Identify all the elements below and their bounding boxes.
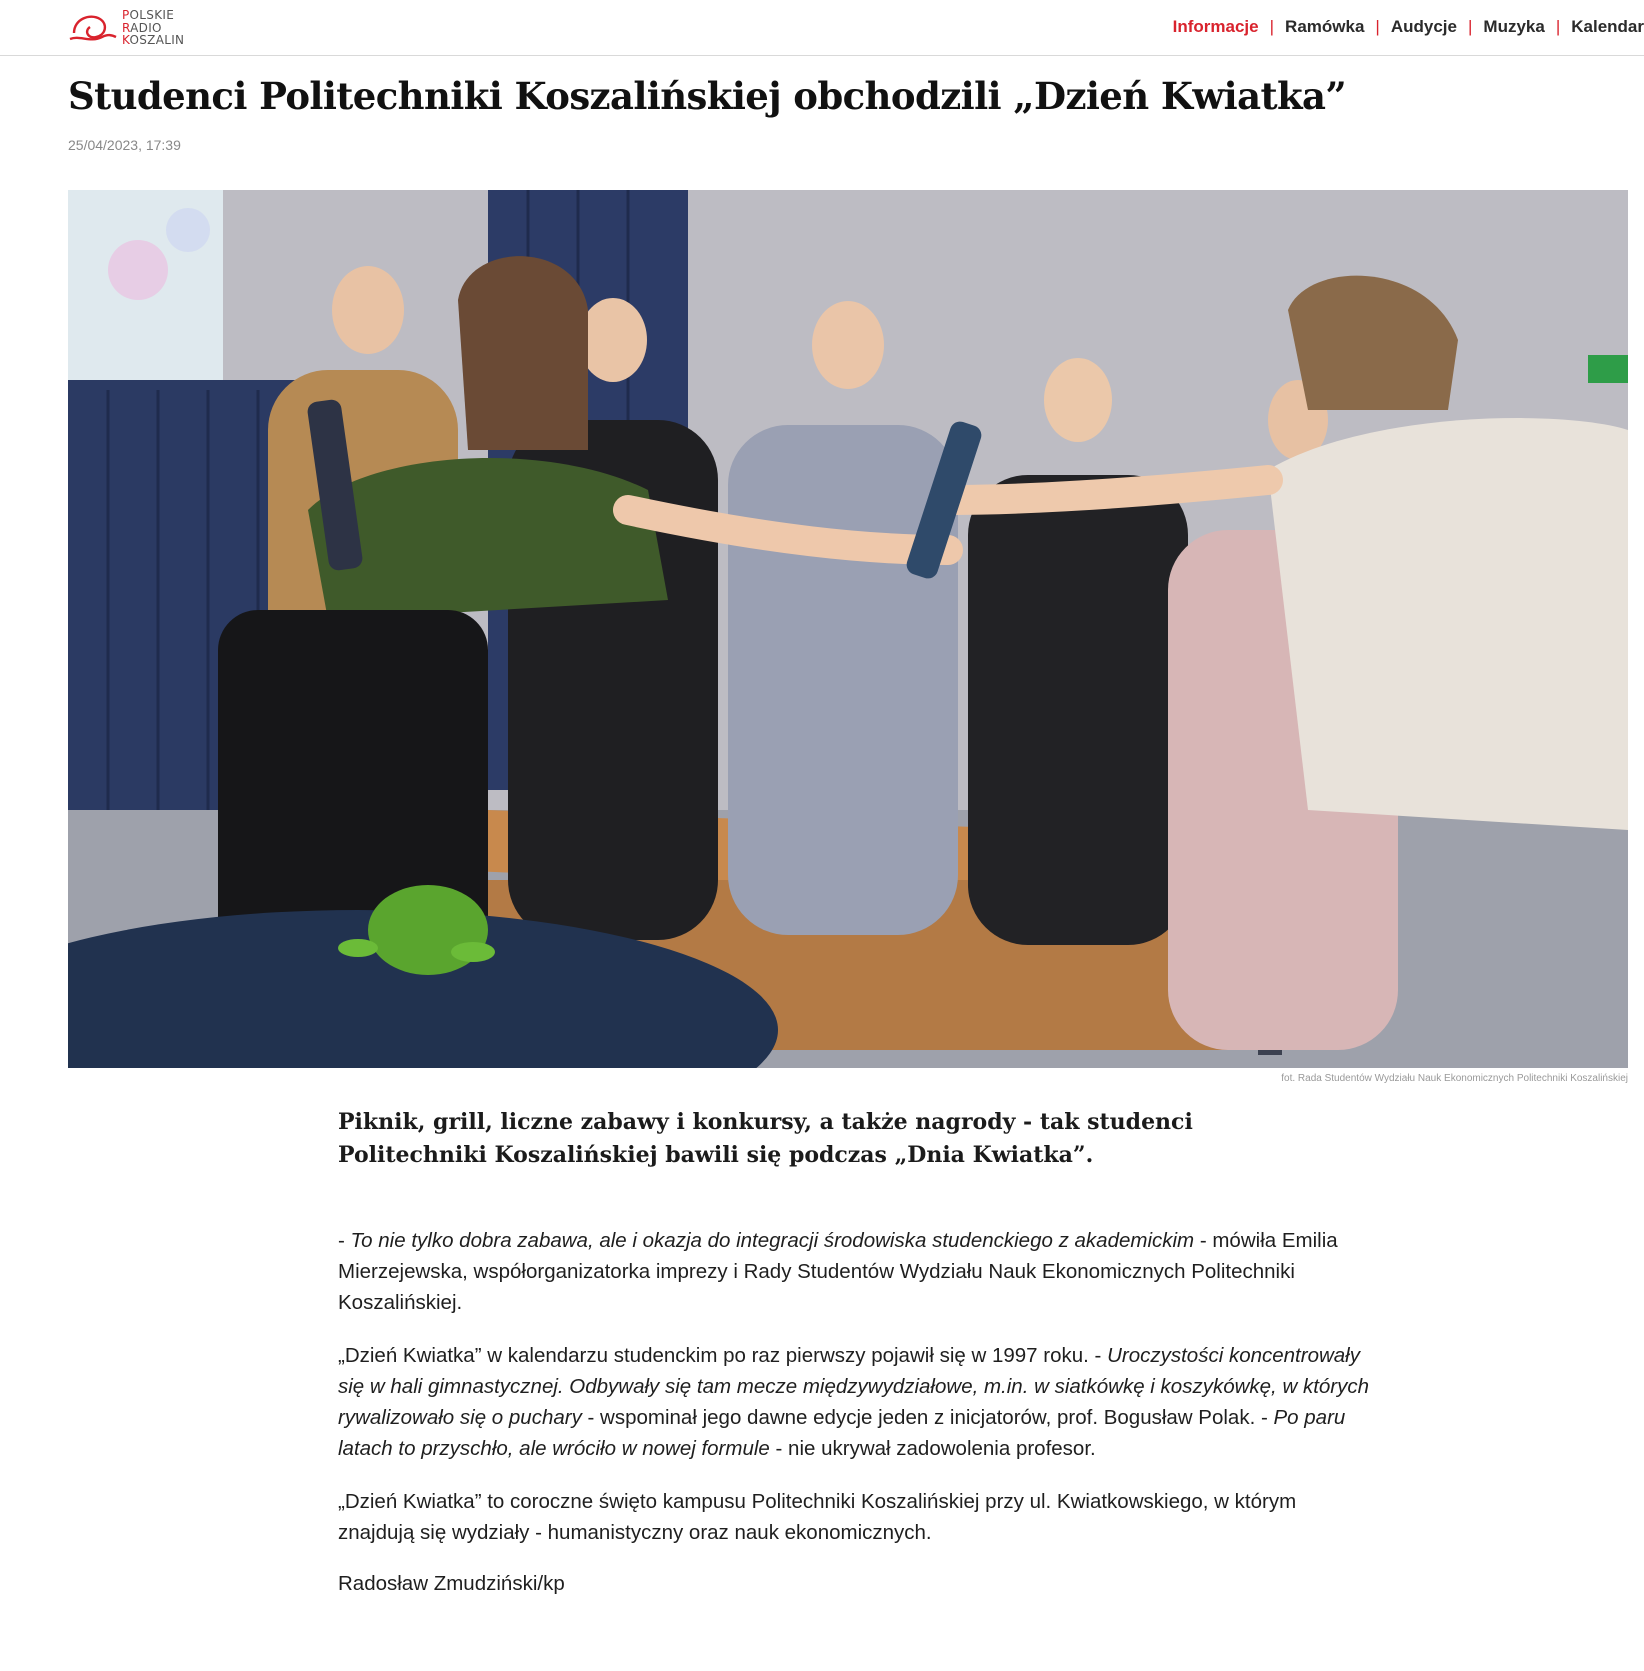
quote: Uroczystości koncentrowały się w hali gimnastycznej. Odbywały się tam mecze międzywydziałowe, m.in. w siatkówkę i koszykówkę, w których rywalizowało się o puchary bbox=[338, 1344, 1370, 1429]
radio-wave-logo-icon bbox=[68, 9, 118, 47]
logo-line-1: OLSKIE bbox=[129, 8, 175, 23]
article-paragraph-1: - To nie tylko dobra zabawa, ale i okazja do integracji środowiska studenckiego z akademickim - mówiła Emilia Mierzejewska, współorganizatorka imprezy i Rady Studentów Wydziału Nauk Ekonomicznych Politechniki Koszalińskiej. bbox=[338, 1229, 1338, 1314]
quote: To nie tylko dobra zabawa, ale i okazja do integracji środowiska studenckiego z akademickim bbox=[350, 1229, 1195, 1252]
logo-line-2: ADIO bbox=[130, 20, 162, 35]
quote: Po paru latach to przyschło, ale wróciło w nowej formule bbox=[338, 1406, 1346, 1460]
site-logo[interactable] bbox=[68, 8, 208, 48]
photo-caption: fot. Rada Studentów Wydziału Nauk Ekonomicznych Politechniki Koszalińskiej bbox=[1281, 1073, 1628, 1084]
students-photo-illustration bbox=[68, 190, 1628, 1068]
article-photo[interactable] bbox=[68, 190, 1628, 1068]
nav-separator: | bbox=[1269, 17, 1275, 36]
logo-wordmark: POLSKIE RADIO KOSZALIN bbox=[122, 8, 185, 48]
article-title: Studenci Politechniki Koszalińskiej obchodzili „Dzień Kwiatka” bbox=[68, 74, 1347, 118]
article-body bbox=[338, 1225, 1378, 1621]
logo-line-3: OSZALIN bbox=[129, 33, 185, 48]
main-nav bbox=[1173, 17, 1644, 37]
nav-item-audycje[interactable]: Audycje bbox=[1390, 17, 1457, 36]
nav-item-informacje[interactable]: Informacje bbox=[1172, 17, 1259, 36]
nav-item-muzyka[interactable]: Muzyka bbox=[1483, 17, 1545, 36]
article-paragraph-3: „Dzień Kwiatka” to coroczne święto kampusu Politechniki Koszalińskiej przy ul. Kwiatkowskiego, w którym znajdują się wydziały - humanistyczny oraz nauk ekonomicznych. bbox=[338, 1490, 1297, 1544]
site-header bbox=[0, 0, 1644, 56]
nav-separator: | bbox=[1555, 17, 1561, 36]
nav-separator: | bbox=[1467, 17, 1473, 36]
nav-item-kalendarz[interactable]: Kalendar bbox=[1571, 17, 1644, 36]
nav-separator: | bbox=[1375, 17, 1380, 36]
nav-item-ramowka[interactable]: Ramówka bbox=[1285, 17, 1365, 36]
article-author: Radosław Zmudziński/kp bbox=[338, 1572, 565, 1595]
article-date: 25/04/2023, 17:39 bbox=[68, 137, 181, 153]
article-lead: Piknik, grill, liczne zabawy i konkursy, a także nagrody - tak studenci Politechniki Koszalińskiej bawili się podczas „Dnia Kwiatka”. bbox=[338, 1109, 1193, 1168]
article-paragraph-2: „Dzień Kwiatka” w kalendarzu studenckim po raz pierwszy pojawił się w 1997 roku. - Uroczystości koncentrowały się w hali gimnastycznej. Odbywały się tam mecze międzywydziałowe, m.in. w siatkówkę i koszykówkę, w których rywalizowało się o puchary - wspominał jego dawne edycje jeden z inicjatorów, prof. Bogusław Polak. - Po paru latach to przyschło, ale wróciło w nowej formule - nie ukrywał zadowolenia profesor. bbox=[338, 1344, 1370, 1460]
